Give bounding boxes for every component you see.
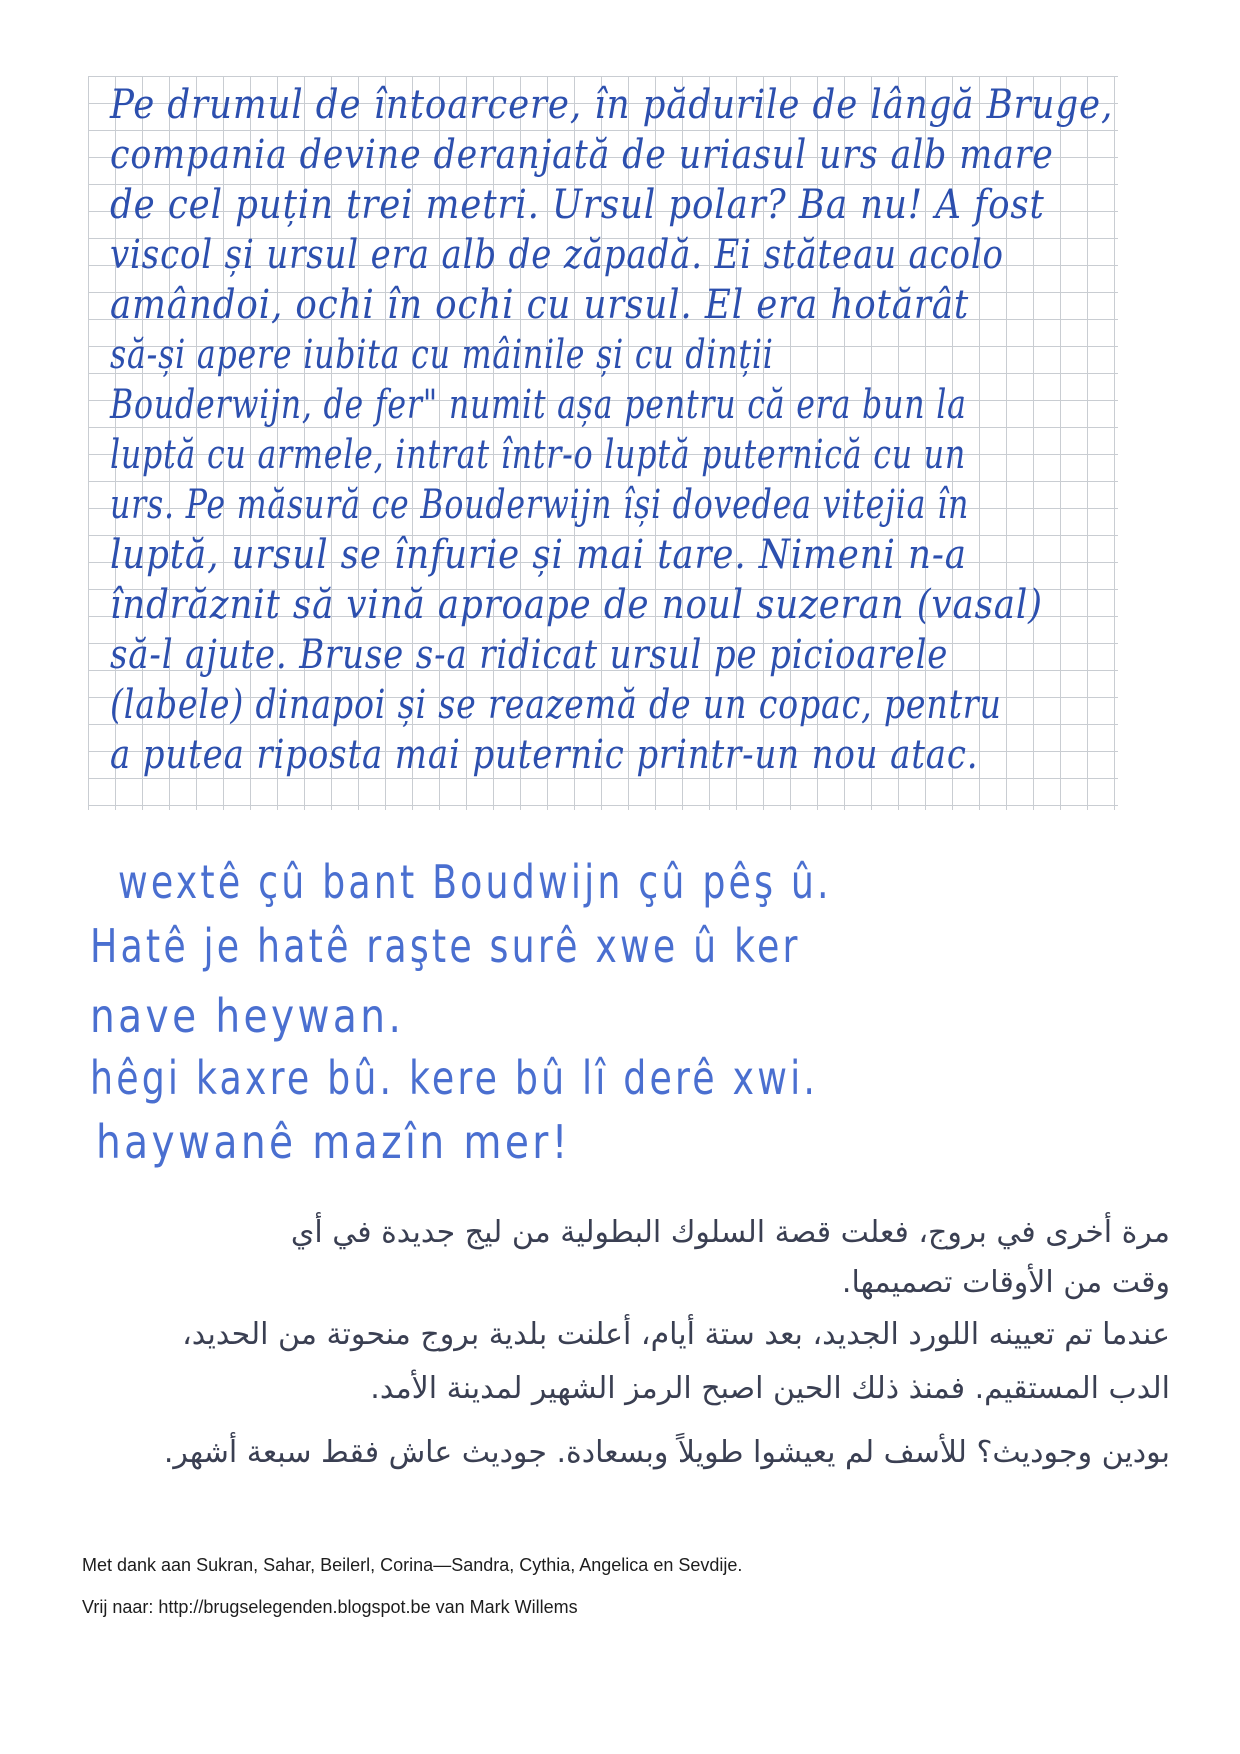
romanian-line-11: îndrăznit să vină aproape de noul suzeran (vasal) [110, 582, 1043, 628]
romanian-line-8: luptă cu armele, intrat într-o luptă puternică cu un [110, 432, 967, 478]
kurmanji-line-4: hêgi kaxre bû. kere bû lî derê xwi. [90, 1051, 819, 1105]
romanian-handwriting-section [88, 76, 1118, 810]
kurmanji-line-1: wextê çû bant Boudwijn çû pêş û. [118, 855, 832, 909]
romanian-line-4: viscol și ursul era alb de zăpadă. Ei stăteau acolo [110, 232, 1004, 278]
source-line: Vrij naar: http://brugselegenden.blogspot.be van Mark Willems [82, 1597, 578, 1617]
romanian-line-10: luptă, ursul se înfurie și mai tare. Nimeni n-a [110, 532, 967, 578]
kurmanji-line-2: Hatê je hatê raşte surê xwe û ker [90, 919, 801, 973]
document-footer [82, 1555, 1182, 1639]
romanian-line-5: amândoi, ochi în ochi cu ursul. El era hotărât [110, 282, 970, 328]
credits-line: Met dank aan Sukran, Sahar, Beilerl, Corina—Sandra, Cythia, Angelica en Sevdije. [82, 1555, 743, 1575]
romanian-line-2: compania devine deranjată de uriasul urs alb mare [110, 132, 1054, 178]
arabic-line-3: عندما تم تعيينه اللورد الجديد، بعد ستة أيام، أعلنت بلدية بروج منحوتة من الحديد، [182, 1317, 1170, 1352]
romanian-line-6: să-și apere iubita cu mâinile și cu dinții [110, 332, 774, 378]
kurmanji-handwriting-section [90, 855, 1150, 1185]
romanian-line-7: Bouderwijn, de fer" numit așa pentru că era bun la [110, 382, 967, 428]
kurmanji-line-5: haywanê mazîn mer! [96, 1115, 571, 1169]
romanian-line-13: (labele) dinapoi și se reazemă de un copac, pentru [110, 682, 1002, 728]
arabic-handwriting-section [80, 1215, 1170, 1515]
arabic-line-2: وقت من الأوقات تصميمها. [841, 1265, 1170, 1300]
romanian-line-12: să-l ajute. Bruse s-a ridicat ursul pe picioarele [110, 632, 949, 678]
arabic-line-5: بودين وجوديث؟ للأسف لم يعيشوا طويلاً وبسعادة. جوديث عاش فقط سبعة أشهر. [163, 1435, 1170, 1470]
romanian-line-1: Pe drumul de întoarcere, în pădurile de lângă Bruge, [110, 82, 1114, 128]
romanian-line-14: a putea riposta mai puternic printr-un nou atac. [110, 732, 979, 778]
arabic-line-1: مرة أخرى في بروج، فعلت قصة السلوك البطولية من ليج جديدة في أي [290, 1215, 1170, 1250]
arabic-line-4: الدب المستقيم. فمنذ ذلك الحين اصبح الرمز الشهير لمدينة الأمد. [370, 1371, 1170, 1406]
romanian-line-3: de cel puțin trei metri. Ursul polar? Ba nu! A fost [110, 182, 1045, 228]
romanian-line-9: urs. Pe măsură ce Bouderwijn își dovedea vitejia în [110, 482, 970, 528]
kurmanji-line-3: nave heywan. [90, 989, 405, 1043]
